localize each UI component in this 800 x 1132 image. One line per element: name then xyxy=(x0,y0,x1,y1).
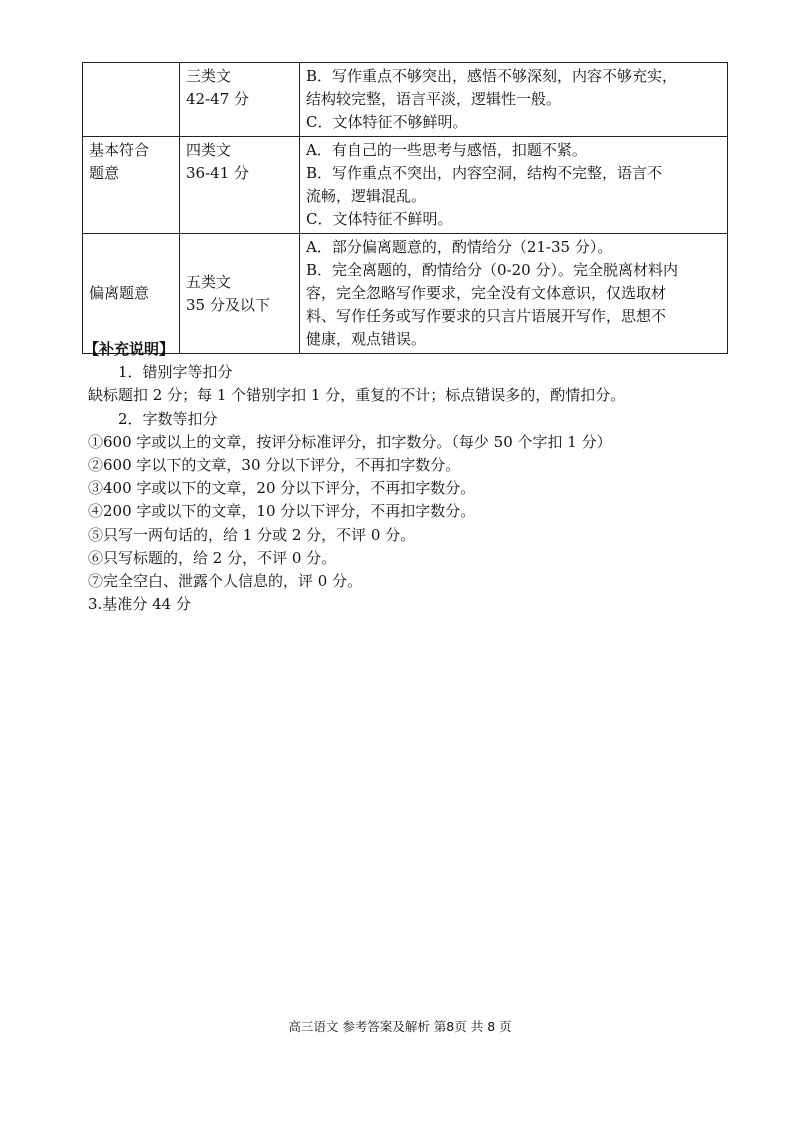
description-line: B．完全离题的，酌情给分（0-20 分）。完全脱离材料内 xyxy=(306,261,678,279)
rubric-table xyxy=(82,62,728,354)
level-cell xyxy=(83,137,180,234)
note-item-text: 缺标题扣 2 分；每 1 个错别字扣 1 分，重复的不计；标点错误多的，酌情扣分。 xyxy=(88,386,626,405)
note-list-item: ①600 字或以上的文章，按评分标准评分，扣字数分。（每少 50 个字扣 1 分） xyxy=(88,432,612,451)
level-cell xyxy=(83,234,180,354)
grade-range: 42-47 分 xyxy=(186,90,250,108)
note-list-item: ④200 字或以下的文章，10 分以下评分，不再扣字数分。 xyxy=(88,502,476,521)
grade-cell xyxy=(180,234,300,354)
description-cell xyxy=(300,234,728,354)
table-row xyxy=(83,63,728,137)
table-row xyxy=(83,234,728,354)
supplementary-notes xyxy=(84,338,738,616)
level-cell xyxy=(83,63,180,137)
note-list-item: ②600 字以下的文章，30 分以下评分，不再扣字数分。 xyxy=(88,456,461,475)
note-list-item: ⑤只写一两句话的，给 1 分或 2 分，不评 0 分。 xyxy=(88,525,416,544)
grade-range: 36-41 分 xyxy=(186,164,250,182)
description-line: B．写作重点不够突出，感悟不够深刻，内容不够充实， xyxy=(306,67,678,85)
description-line: B．写作重点不突出，内容空洞，结构不完整，语言不 xyxy=(306,164,663,182)
note-item-title: 1．错别字等扣分 xyxy=(118,363,233,382)
grade-range: 35 分及以下 xyxy=(186,295,270,314)
table-row xyxy=(83,137,728,234)
level-label: 偏离题意 xyxy=(89,284,150,302)
note-list-item: ③400 字或以下的文章，20 分以下评分，不再扣字数分。 xyxy=(88,479,476,498)
description-line: 容，完全忽略写作要求，完全没有文体意识，仅选取材 xyxy=(306,284,667,302)
description-line: 流畅，逻辑混乱。 xyxy=(306,187,427,205)
description-line: 结构较完整，语言平淡，逻辑性一般。 xyxy=(306,90,562,108)
description-line: A．部分偏离题意的，酌情给分（21-35 分）。 xyxy=(306,238,613,256)
grade-name: 三类文 xyxy=(186,67,232,85)
level-label-line2: 题意 xyxy=(89,164,120,182)
note-list-item: ⑦完全空白、泄露个人信息的，评 0 分。 xyxy=(88,572,363,591)
note-item-title: 2．字数等扣分 xyxy=(118,409,218,428)
level-label-line1: 基本符合 xyxy=(89,141,150,159)
grade-name: 五类文 xyxy=(186,272,232,291)
description-cell xyxy=(300,137,728,234)
page-footer: 高三语文 参考答案及解析 第8页 共 8 页 xyxy=(288,1019,512,1034)
description-line: C．文体特征不鲜明。 xyxy=(306,210,453,228)
notes-heading: 【补充说明】 xyxy=(84,340,175,358)
description-line: C．文体特征不够鲜明。 xyxy=(306,113,468,131)
grade-name: 四类文 xyxy=(186,141,232,159)
description-cell xyxy=(300,63,728,137)
note-list-item: ⑥只写标题的，给 2 分，不评 0 分。 xyxy=(88,548,337,567)
grade-cell xyxy=(180,63,300,137)
description-line: A．有自己的一些思考与感悟，扣题不紧。 xyxy=(306,141,587,159)
description-line: 料、写作任务或写作要求的只言片语展开写作，思想不 xyxy=(306,307,667,325)
description-line: 健康，观点错误。 xyxy=(306,330,427,348)
grade-cell xyxy=(180,137,300,234)
note-item-title: 3.基准分 44 分 xyxy=(88,595,191,614)
